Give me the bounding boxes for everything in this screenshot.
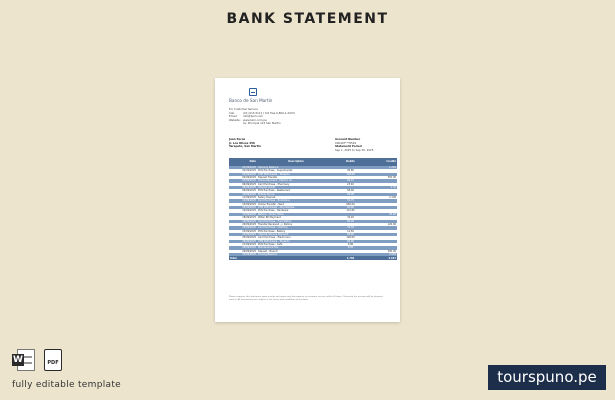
row-credit: 120.00 <box>366 223 397 226</box>
total-credits: 4.167 <box>366 256 397 260</box>
row-description: POS Purchase - Hardware <box>257 209 335 212</box>
row-date: 24/09/2025 <box>229 233 257 236</box>
row-debit: 650.00 <box>335 203 366 206</box>
row-date: 26/09/2025 <box>229 240 257 243</box>
row-credit: 45.00 <box>366 213 397 216</box>
row-debit: 112.60 <box>335 209 366 212</box>
row-description: Internet Service Payment <box>257 233 335 236</box>
customer-service-info <box>229 108 339 126</box>
row-description: Online Payment - Electric Co. <box>257 179 335 182</box>
header-date: Date <box>229 158 257 166</box>
row-debit: 82.15 <box>335 179 366 182</box>
row-description: Refund - Online Store <box>257 213 335 216</box>
header-debits: Debits <box>335 158 366 166</box>
row-description: Online Transfer - Rent <box>257 203 335 206</box>
transactions-body <box>229 166 397 256</box>
customer-service-heading: For Customer Service <box>229 107 258 111</box>
page-title: BANK STATEMENT <box>226 11 389 27</box>
row-date: 19/09/2025 <box>229 220 257 223</box>
row-credit: 2.584 <box>366 253 397 256</box>
row-date: 16/09/2025 <box>229 209 257 212</box>
address-line: Tarapoto, San Martin <box>229 144 261 149</box>
row-description: Card Purchase - Clothing <box>257 226 335 229</box>
row-debit: 34.20 <box>335 216 366 219</box>
statement-period: Sep 1, 2025 to Sep 30, 2025 <box>335 147 374 152</box>
row-date: 18/09/2025 <box>229 216 257 219</box>
row-description: Card Purchase - Fuel Station <box>257 220 335 223</box>
row-description: POS Purchase - Restaurant <box>257 189 335 192</box>
row-date: 01/09/2025 <box>229 166 257 169</box>
row-credit: 1.250 <box>366 166 397 169</box>
row-date: 15/09/2025 <box>229 206 257 209</box>
row-description: Water Bill Payment <box>257 216 335 219</box>
row-date: 23/09/2025 <box>229 230 257 233</box>
row-description: Deposit Transfer <box>257 176 335 179</box>
customer-name: Juan Perez <box>229 137 246 141</box>
row-date: 02/09/2025 <box>229 169 257 172</box>
row-description: POS Purchase - Cafe <box>257 243 335 246</box>
row-date: 13/09/2025 <box>229 203 257 206</box>
row-date: 17/09/2025 <box>229 213 257 216</box>
row-debit: 199.00 <box>335 236 366 239</box>
total-label: Total <box>229 256 257 260</box>
row-debit: 8.00 <box>335 246 366 249</box>
row-debit: 89.90 <box>335 233 366 236</box>
word-letter: W <box>13 355 23 365</box>
row-date: 05/09/2025 <box>229 179 257 182</box>
row-description: Maintenance Fee <box>257 246 335 249</box>
statement-period-label: Statement Period <box>335 144 362 149</box>
pdf-label: PDF <box>47 360 59 366</box>
row-description: Salary Deposit <box>257 196 335 199</box>
customer-address <box>229 138 309 149</box>
row-date: 03/09/2025 <box>229 173 257 176</box>
address-line: Jr. Los Olivos 456 <box>229 140 255 145</box>
row-date: 25/09/2025 <box>229 236 257 239</box>
total-spacer <box>257 256 335 260</box>
row-debit: 23.40 <box>335 183 366 186</box>
row-credit: 300.00 <box>366 250 397 253</box>
info-row: Av. Principal 123 San Martin <box>243 121 281 126</box>
format-icons <box>12 349 66 371</box>
row-debit: 58.90 <box>335 189 366 192</box>
account-number-label: Account Number <box>335 137 361 141</box>
account-number: 000467***8549 <box>335 140 357 145</box>
row-debit: 31.75 <box>335 199 366 202</box>
bank-logo <box>229 88 319 104</box>
row-date: 30/09/2025 <box>229 253 257 256</box>
row-debit: 90.00 <box>335 220 366 223</box>
account-summary <box>335 138 395 152</box>
row-description: Interest Credit <box>257 186 335 189</box>
row-credit: 2.100 <box>366 196 397 199</box>
total-debits: 1.784 <box>335 256 366 260</box>
row-description: Deposit - Branch <box>257 250 335 253</box>
row-date: 29/09/2025 <box>229 250 257 253</box>
row-debit: 45.80 <box>335 169 366 172</box>
row-description: ATM Withdrawal - Tarapoto <box>257 240 335 243</box>
row-description: ATM Withdrawal - Tarapoto <box>257 173 335 176</box>
row-description: Card Purchase - Pharmacy <box>257 183 335 186</box>
brand-badge[interactable]: tourspuno.pe <box>488 365 606 390</box>
row-description: POS Purchase - Supermarket <box>257 169 335 172</box>
row-debit: 20.00 <box>335 193 366 196</box>
row-debit: 12.50 <box>335 230 366 233</box>
row-date: 22/09/2025 <box>229 226 257 229</box>
word-file-icon <box>12 349 36 371</box>
statement-footnote: Please examine this statement upon receipt and report any discrepancy to customer service within 30 days. Otherwise the account will be deemed correct. All transactions are subject to the terms and conditions of the bank. <box>229 296 383 301</box>
row-debit: 60.00 <box>335 240 366 243</box>
row-debit: 100.00 <box>335 173 366 176</box>
row-debit: 9.80 <box>335 243 366 246</box>
row-date: 11/09/2025 <box>229 196 257 199</box>
row-date: 10/09/2025 <box>229 193 257 196</box>
row-date: 20/09/2025 <box>229 223 257 226</box>
info-row: Website: www.bsm.com.pe <box>229 117 267 122</box>
row-description: Mobile Top-up <box>257 193 335 196</box>
row-debit: 80.00 <box>335 206 366 209</box>
tagline: fully editable template <box>12 380 121 390</box>
table-total-row <box>229 256 397 260</box>
row-debit: 76.30 <box>335 226 366 229</box>
row-description: POS Purchase - Bakery <box>257 230 335 233</box>
row-date: 12/09/2025 <box>229 199 257 202</box>
info-row: Email: info@bsm.com <box>229 114 264 119</box>
row-date: 08/09/2025 <box>229 186 257 189</box>
row-date: 27/09/2025 <box>229 243 257 246</box>
row-description: Opening Balance <box>257 166 335 169</box>
row-description: Closing Balance <box>257 253 335 256</box>
header-credits: Credits <box>366 158 397 166</box>
header-description: Description <box>257 158 335 166</box>
pdf-file-icon <box>42 349 66 371</box>
statement-document <box>215 78 400 322</box>
row-description: Transfer Received - J. Ramos <box>257 223 335 226</box>
row-date: 28/09/2025 <box>229 246 257 249</box>
row-credit: 350.00 <box>366 176 397 179</box>
bank-logo-icon <box>249 88 257 96</box>
row-description: Card Purchase - Bookstore <box>257 199 335 202</box>
table-header-row <box>229 158 397 166</box>
row-date: 09/09/2025 <box>229 189 257 192</box>
row-description: ATM Withdrawal - Moyobamba <box>257 206 335 209</box>
row-credit: 2.35 <box>366 186 397 189</box>
row-date: 06/09/2025 <box>229 183 257 186</box>
info-row: Call: (01) 613-5111 / toll free 0-800-1-XXXX <box>229 110 295 115</box>
transactions-table <box>229 158 397 260</box>
bank-name: Banco de San Martin <box>229 98 273 103</box>
row-date: 04/09/2025 <box>229 176 257 179</box>
row-description: Card Purchase - Electronics <box>257 236 335 239</box>
